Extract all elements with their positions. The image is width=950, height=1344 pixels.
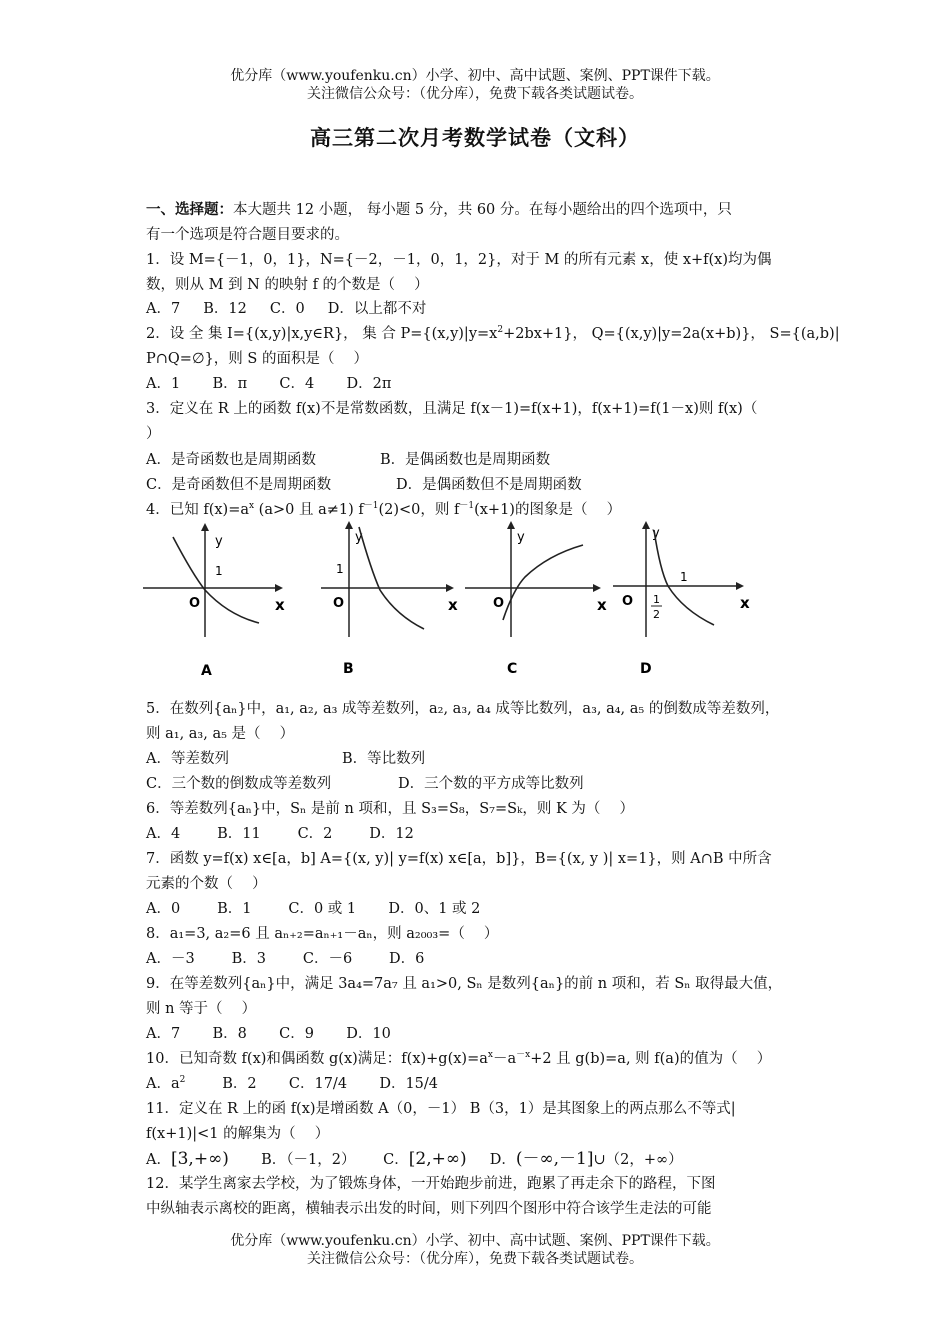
q11-option-b: B．（－1，2）	[261, 1152, 356, 1168]
graph-d-half-num: 1	[653, 593, 660, 606]
q10-option-a	[146, 1076, 185, 1092]
graph-b-y-label: y	[355, 530, 363, 545]
q5-options-ab	[146, 747, 808, 771]
q10-stem-a: 10．已知奇数 f(x)和偶函数 g(x)满足：f(x)+g(x)=a	[146, 1051, 488, 1067]
graph-b	[316, 515, 471, 685]
q10-option-a-sup: 2	[179, 1075, 186, 1086]
q5-option-a: A．等差数列	[146, 751, 229, 767]
q4-sup-inv-2: －1	[459, 501, 475, 512]
graph-d-x-label: x	[740, 594, 750, 612]
graph-b-x-label: x	[448, 596, 458, 614]
footer-line-2: 关注微信公众号：（优分库），免费下载各类试题试卷。	[307, 1251, 643, 1267]
q2-stem-1	[146, 322, 840, 346]
graph-b-one: 1	[336, 562, 344, 576]
q9-option-c: C．9	[279, 1026, 314, 1042]
header-line-1: 优分库（www.youfenku.cn）小学、初中、高中试题、案例、PPT课件下载。	[230, 68, 720, 84]
q11-option-c-value: [2,+∞)	[408, 1149, 467, 1169]
q1-options	[146, 297, 808, 321]
q1-option-a: A．7	[146, 301, 181, 317]
q9-options	[146, 1022, 808, 1046]
q3-option-d: D．是偶函数但不是周期函数	[396, 477, 582, 493]
q11-stem-1: 11．定义在 R 上的函 f(x)是增函数 A（0，－1） B（3，1）是其图象上的两点那么不等式|	[146, 1101, 736, 1117]
q11-option-d-tail: ∪（2，+∞）	[593, 1152, 683, 1168]
q5-options-cd	[146, 772, 808, 796]
graph-d-y-arrow	[642, 521, 650, 529]
q8-option-b: B．3	[231, 951, 266, 967]
q8-option-d: D．6	[389, 951, 425, 967]
q7-stem-2: 元素的个数（ ）	[146, 876, 267, 892]
q5-option-b: B．等比数列	[342, 751, 426, 767]
q5-option-d: D．三个数的平方成等比数列	[398, 776, 584, 792]
graph-a-origin: O	[189, 596, 201, 611]
q10-options	[146, 1072, 808, 1096]
q8-stem: 8．a₁=3, a₂=6 且 aₙ₊₂=aₙ₊₁－aₙ，则 a₂₀₀₃=（ ）	[146, 926, 499, 942]
q2-option-b: B．π	[212, 376, 248, 392]
section-intro-line-1	[146, 198, 808, 222]
q2-stem-1a: 2．设 全 集 I={(x,y)|x,y∈R}， 集 合 P={(x,y)|y=x	[146, 326, 498, 342]
q7-option-b: B．1	[217, 901, 252, 917]
q2-stem-1b: +2bx+1}， Q={(x,y)|y=2a(x+b)}， S={(a,b)|	[503, 326, 840, 342]
q2-option-a: A．1	[146, 376, 181, 392]
q3-stem-2: ）	[146, 426, 161, 442]
q10-option-c: C．17/4	[288, 1076, 348, 1092]
section-desc-2: 有一个选项是符合题目要求的。	[146, 227, 349, 243]
graph-c-label: C	[507, 661, 518, 677]
q8-option-c: C．－6	[302, 951, 353, 967]
q7-option-c: C．0 或 1	[288, 901, 357, 917]
q1-option-b: B．12	[203, 301, 247, 317]
q7-options	[146, 897, 808, 921]
q6-option-a: A．4	[146, 826, 181, 842]
q11-option-d-label: D．	[489, 1152, 516, 1168]
q11-option-c	[383, 1149, 467, 1169]
q3-option-b: B．是偶函数也是周期函数	[380, 452, 551, 468]
q10-stem	[146, 1047, 808, 1071]
q5-stem-2: 则 a₁, a₃, a₅ 是（ ）	[146, 726, 295, 742]
q2-sup: 2	[497, 325, 504, 336]
q11-option-a-label: A．	[146, 1152, 171, 1168]
graph-d	[608, 515, 768, 685]
q10-sup-x: x	[487, 1050, 493, 1061]
q6-option-b: B．11	[217, 826, 261, 842]
graph-b-y-arrow	[345, 521, 353, 529]
q9-option-a: A．7	[146, 1026, 181, 1042]
q1-option-d: D．以上都不对	[327, 301, 427, 317]
graph-b-curve	[359, 527, 424, 629]
exam-title: 高三第二次月考数学试卷（文科）	[310, 125, 640, 150]
q2-option-d: D．2π	[346, 376, 392, 392]
q3-options-ab	[146, 448, 808, 472]
q10-option-b: B．2	[222, 1076, 257, 1092]
graph-c-origin: O	[493, 596, 505, 611]
q10-stem-c: +2 且 g(b)=a, 则 f(a)的值为（ ）	[530, 1051, 772, 1067]
q4-sup-inv-1: －1	[363, 501, 379, 512]
graph-a-label: A	[201, 663, 212, 679]
q2-options	[146, 372, 808, 396]
q5-option-c: C．三个数的倒数成等差数列	[146, 776, 332, 792]
q6-option-d: D．12	[369, 826, 414, 842]
q12-stem-2: 中纵轴表示离校的距离，横轴表示出发的时间，则下列四个图形中符合该学生走法的可能	[146, 1201, 712, 1217]
q8-option-a: A．－3	[146, 951, 195, 967]
q10-stem-b: －a	[492, 1051, 517, 1067]
q3-option-a: A．是奇函数也是周期函数	[146, 452, 316, 468]
q11-option-d	[489, 1149, 683, 1169]
q6-options	[146, 822, 808, 846]
footer-line-1: 优分库（www.youfenku.cn）小学、初中、高中试题、案例、PPT课件下载。	[230, 1233, 720, 1249]
graph-b-x-arrow	[446, 584, 454, 592]
graph-a	[143, 515, 293, 685]
graph-a-x-label: x	[275, 596, 285, 614]
q4-sup-x: x	[249, 501, 255, 512]
q4-stem-d: (x+1)的图象是（ ）	[474, 502, 622, 518]
q9-stem-2: 则 n 等于（ ）	[146, 1001, 257, 1017]
q9-option-b: B．8	[212, 1026, 247, 1042]
q9-option-d: D．10	[346, 1026, 391, 1042]
graph-a-x-arrow	[275, 584, 283, 592]
graph-d-x-arrow	[736, 582, 744, 590]
q11-options	[146, 1147, 808, 1171]
q4-stem-b: (a>0 且 a≠1) f	[254, 502, 364, 518]
graph-d-half-den: 2	[653, 608, 660, 621]
q10-option-a-text: A．a	[146, 1076, 180, 1092]
graph-c-x-arrow	[593, 584, 601, 592]
q1-stem-1: 1．设 M={－1，0，1}，N={－2，－1，0，1，2}，对于 M 的所有元素 x，使 x+f(x)均为偶	[146, 252, 772, 268]
page-footer	[0, 1232, 950, 1268]
q3-stem-1: 3．定义在 R 上的函数 f(x)不是常数函数，且满足 f(x－1)=f(x+1)，f(x+1)=f(1－x)则 f(x)（	[146, 401, 758, 417]
section-label: 一、选择题：	[146, 201, 233, 218]
q5-stem-1: 5．在数列{aₙ}中，a₁, a₂, a₃ 成等差数列，a₂, a₃, a₄ 成等比数列，a₃, a₄, a₅ 的倒数成等差数列，	[146, 701, 780, 717]
q7-stem-1: 7．函数 y=f(x) x∈[a，b] A={(x, y)| y=f(x) x∈[a，b]}，B={(x, y )| x=1}，则 A∩B 中所含	[146, 851, 772, 867]
graph-c	[463, 515, 623, 685]
q11-option-c-label: C．	[383, 1152, 409, 1168]
q12-stem-1: 12．某学生离家去学校，为了锻炼身体，一开始跑步前进，跑累了再走余下的路程，下图	[146, 1176, 716, 1192]
graph-a-curve	[173, 537, 259, 623]
graph-a-y-arrow	[201, 523, 209, 531]
q4-stem-a: 4．已知 f(x)=a	[146, 502, 249, 518]
graph-c-x-label: x	[597, 596, 607, 614]
q1-option-c: C．0	[269, 301, 305, 317]
q9-stem-1: 9．在等差数列{aₙ}中，满足 3a₄=7a₇ 且 a₁>0, Sₙ 是数列{aₙ}的前 n 项和，若 Sₙ 取得最大值，	[146, 976, 783, 992]
q1-stem-2: 数，则从 M 到 N 的映射 f 的个数是（ ）	[146, 277, 429, 293]
graph-b-label: B	[343, 661, 354, 677]
q7-option-d: D．0、1 或 2	[388, 901, 481, 917]
q3-options-cd	[146, 473, 808, 497]
q2-option-c: C．4	[279, 376, 315, 392]
graph-c-y-label: y	[517, 530, 525, 545]
graph-a-one: 1	[215, 564, 223, 578]
q4-stem-c: (2)<0，则 f	[378, 502, 460, 518]
graph-b-origin: O	[333, 596, 345, 611]
section-desc-1: 本大题共 12 小题， 每小题 5 分，共 60 分。在每小题给出的四个选项中，只	[233, 202, 732, 218]
q4-graphs	[143, 515, 763, 685]
q11-option-a-value: [3,+∞)	[170, 1149, 229, 1169]
page-header	[0, 67, 950, 103]
graph-a-y-label: y	[215, 534, 223, 549]
graph-c-curve	[503, 545, 583, 620]
q2-stem-2: P∩Q=∅}，则 S 的面积是（ ）	[146, 351, 369, 367]
q8-options	[146, 947, 808, 971]
q11-stem-2: f(x+1)|<1 的解集为（ ）	[146, 1126, 330, 1142]
graph-d-y-label: y	[652, 526, 660, 541]
q7-option-a: A．0	[146, 901, 181, 917]
graph-d-label: D	[640, 661, 652, 677]
q3-option-c: C．是奇函数但不是周期函数	[146, 477, 332, 493]
q11-option-a	[146, 1149, 229, 1169]
q11-option-d-value: (－∞,－1]	[515, 1149, 594, 1169]
graph-c-y-arrow	[507, 521, 515, 529]
q10-sup-neg-x: －x	[516, 1050, 531, 1061]
graph-d-origin: O	[622, 594, 634, 609]
header-line-2: 关注微信公众号：（优分库），免费下载各类试题试卷。	[307, 86, 643, 102]
q6-option-c: C．2	[297, 826, 333, 842]
q10-option-d: D．15/4	[379, 1076, 438, 1092]
q6-stem: 6．等差数列{aₙ}中，Sₙ 是前 n 项和，且 S₃=S₈，S₇=Sₖ，则 K 为（ ）	[146, 801, 634, 817]
graph-d-one: 1	[680, 570, 688, 584]
